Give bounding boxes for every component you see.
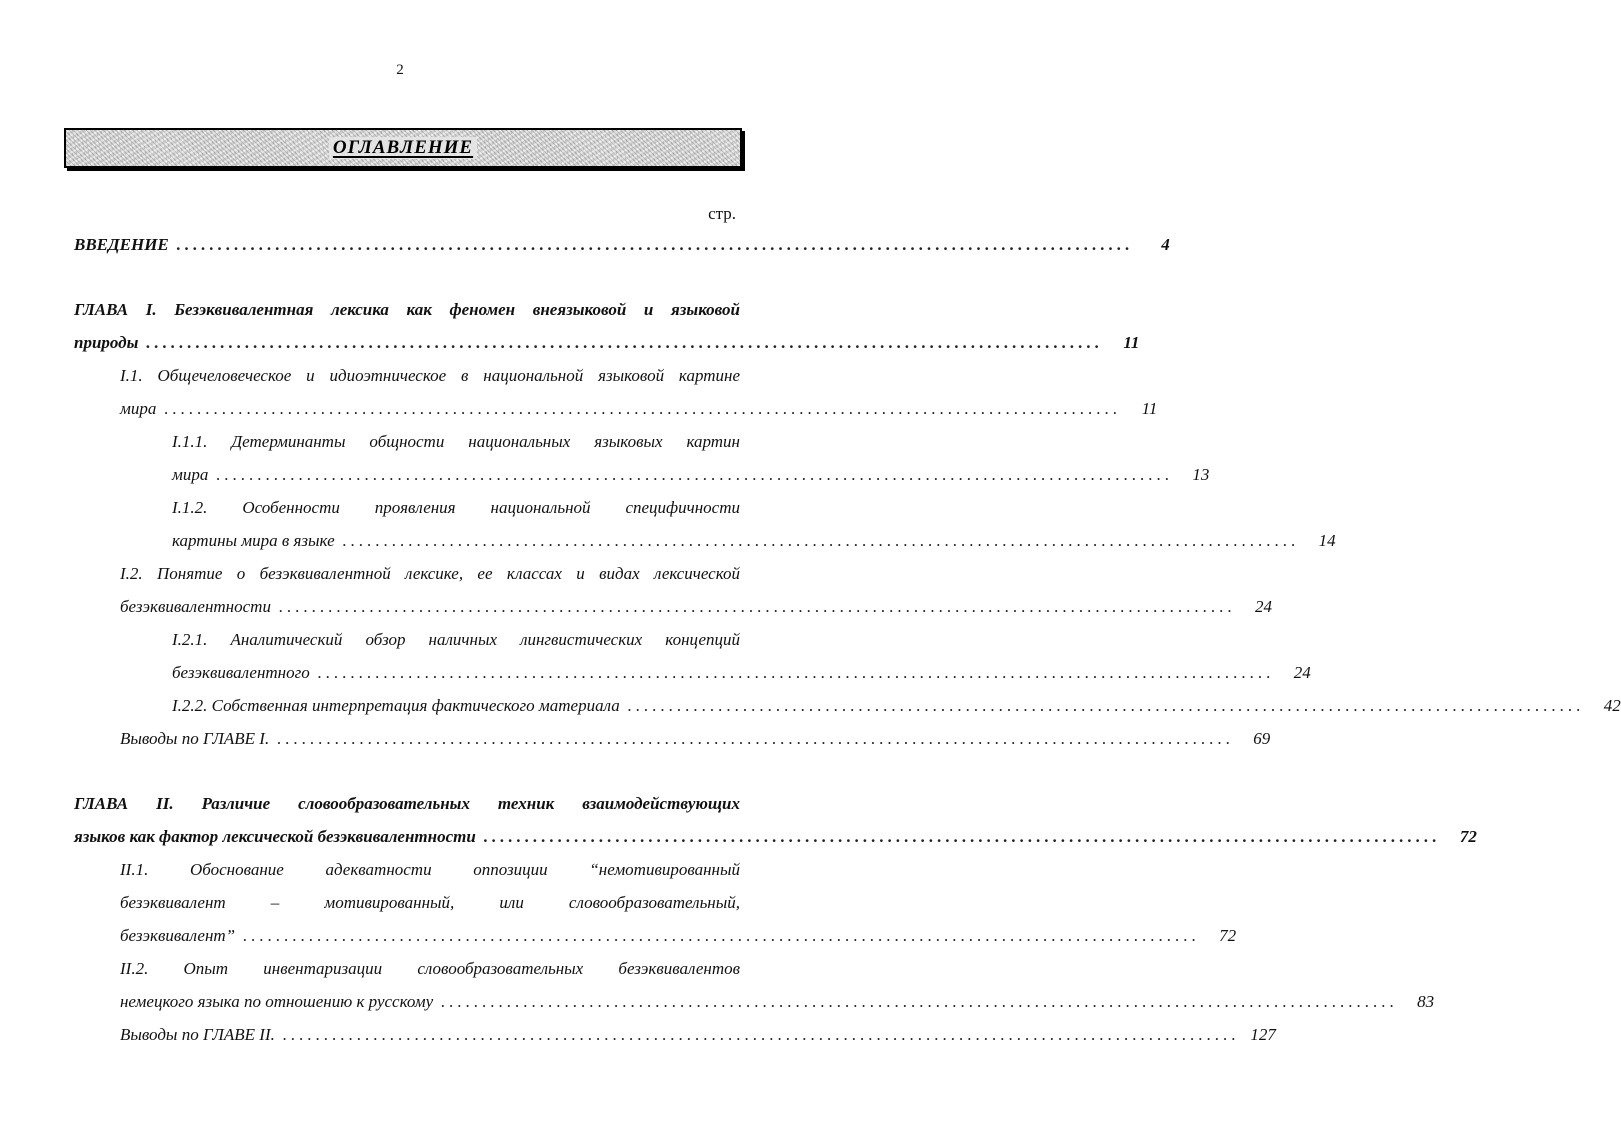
toc-entry-title: природы bbox=[74, 333, 139, 352]
toc-leader: .................................................................................................................... bbox=[627, 696, 1585, 715]
toc-page-ref: 14 bbox=[1318, 531, 1336, 550]
toc-entry-introduction[interactable] bbox=[74, 232, 1170, 258]
toc-entry-1-2-line-1[interactable]: I.2. Понятие о безэквивалентной лексике, ее классах и видах лексической bbox=[120, 564, 740, 583]
toc-entry-1-1-line-2[interactable] bbox=[120, 396, 1158, 422]
toc-entry-chapter-2-line-2[interactable] bbox=[74, 824, 1477, 850]
page-number: 2 bbox=[396, 62, 404, 78]
toc-entry-2-1-line-3[interactable] bbox=[120, 923, 1237, 949]
toc-entry-title: языков как фактор лексической безэквивалентности bbox=[74, 827, 476, 846]
toc-entry-title: безэквивалентности bbox=[120, 597, 271, 616]
toc-leader: .................................................................................................................... bbox=[176, 235, 1134, 254]
toc-entry-title: безэквивалентного bbox=[172, 663, 310, 682]
toc-page-ref: 24 bbox=[1293, 663, 1311, 682]
toc-entry-title: мира bbox=[172, 465, 209, 484]
toc-leader: .................................................................................................................... bbox=[277, 729, 1235, 748]
toc-entry-1-2-2[interactable] bbox=[172, 693, 1621, 719]
toc-page-ref: 72 bbox=[1459, 827, 1477, 846]
toc-leader: .................................................................................................................... bbox=[342, 531, 1300, 550]
toc-page-ref: 83 bbox=[1417, 992, 1435, 1011]
toc-leader: .................................................................................................................... bbox=[278, 597, 1236, 616]
toc-entry-2-1-line-1[interactable]: II.1. Обоснование адекватности оппозиции “немотивированный bbox=[120, 860, 740, 879]
toc-entry-1-2-1-line-1[interactable]: I.2.1. Аналитический обзор наличных лингвистических концепций bbox=[172, 630, 740, 649]
toc-page-ref: 13 bbox=[1192, 465, 1210, 484]
toc-leader: .................................................................................................................... bbox=[483, 827, 1441, 846]
toc-entry-1-1-line-1[interactable]: I.1. Общечеловеческое и идиоэтническое в национальной языковой картине bbox=[120, 366, 740, 385]
toc-entry-title: Выводы по ГЛАВЕ I. bbox=[120, 729, 270, 748]
toc-leader: .................................................................................................................... bbox=[441, 992, 1399, 1011]
toc-page-ref: 69 bbox=[1253, 729, 1271, 748]
toc-entry-1-2-line-2[interactable] bbox=[120, 594, 1272, 620]
toc-entry-2-2-line-2[interactable] bbox=[120, 989, 1435, 1015]
toc-entry-2-1-line-2[interactable]: безэквивалент – мотивированный, или словообразовательный, bbox=[120, 893, 740, 912]
toc-entry-1-1-2-line-2[interactable] bbox=[172, 528, 1336, 554]
toc-entry-chapter-2-line-1[interactable]: ГЛАВА II. Различие словообразовательных техник взаимодействующих bbox=[74, 794, 740, 813]
toc-entry-title: мира bbox=[120, 399, 157, 418]
toc-page-ref: 11 bbox=[1141, 399, 1158, 418]
toc-entry-conclusions-chapter-1[interactable] bbox=[120, 726, 1271, 752]
toc-entry-conclusions-chapter-2[interactable] bbox=[120, 1022, 1276, 1048]
toc-page-ref: 127 bbox=[1250, 1025, 1276, 1044]
toc-leader: .................................................................................................................... bbox=[164, 399, 1122, 418]
toc-entry-title: I.2.2. Собственная интерпретация фактического материала bbox=[172, 696, 620, 715]
toc-entry-1-2-1-line-2[interactable] bbox=[172, 660, 1311, 686]
toc-entry-1-1-1-line-1[interactable]: I.1.1. Детерминанты общности национальных языковых картин bbox=[172, 432, 740, 451]
toc-leader: .................................................................................................................... bbox=[282, 1025, 1240, 1044]
toc-page-ref: 24 bbox=[1254, 597, 1272, 616]
toc-title-banner bbox=[64, 128, 742, 168]
toc-page-ref: 11 bbox=[1123, 333, 1140, 352]
toc-page-ref: 4 bbox=[1161, 235, 1170, 254]
toc-title: ОГЛАВЛЕНИЕ bbox=[329, 137, 477, 159]
page-column-label: стр. bbox=[708, 204, 736, 223]
toc-entry-2-2-line-1[interactable]: II.2. Опыт инвентаризации словообразовательных безэквивалентов bbox=[120, 959, 740, 978]
toc-entry-chapter-1-line-2[interactable] bbox=[74, 330, 1140, 356]
toc-entry-1-1-2-line-1[interactable]: I.1.2. Особенности проявления национальной специфичности bbox=[172, 498, 740, 517]
toc-entry-chapter-1-line-1[interactable]: ГЛАВА I. Безэквивалентная лексика как феномен внеязыковой и языковой bbox=[74, 300, 740, 319]
toc-entry-title: ВВЕДЕНИЕ bbox=[74, 235, 169, 254]
toc-page-ref: 72 bbox=[1219, 926, 1237, 945]
toc-leader: .................................................................................................................... bbox=[317, 663, 1275, 682]
toc-entry-title: картины мира в языке bbox=[172, 531, 335, 550]
toc-leader: .................................................................................................................... bbox=[216, 465, 1174, 484]
toc-leader: .................................................................................................................... bbox=[243, 926, 1201, 945]
toc-entry-title: безэквивалент” bbox=[120, 926, 236, 945]
toc-entry-title: немецкого языка по отношению к русскому bbox=[120, 992, 434, 1011]
toc-leader: .................................................................................................................... bbox=[146, 333, 1104, 352]
toc-entry-title: Выводы по ГЛАВЕ II. bbox=[120, 1025, 275, 1044]
toc-page-ref: 42 bbox=[1603, 696, 1621, 715]
toc-entry-1-1-1-line-2[interactable] bbox=[172, 462, 1210, 488]
